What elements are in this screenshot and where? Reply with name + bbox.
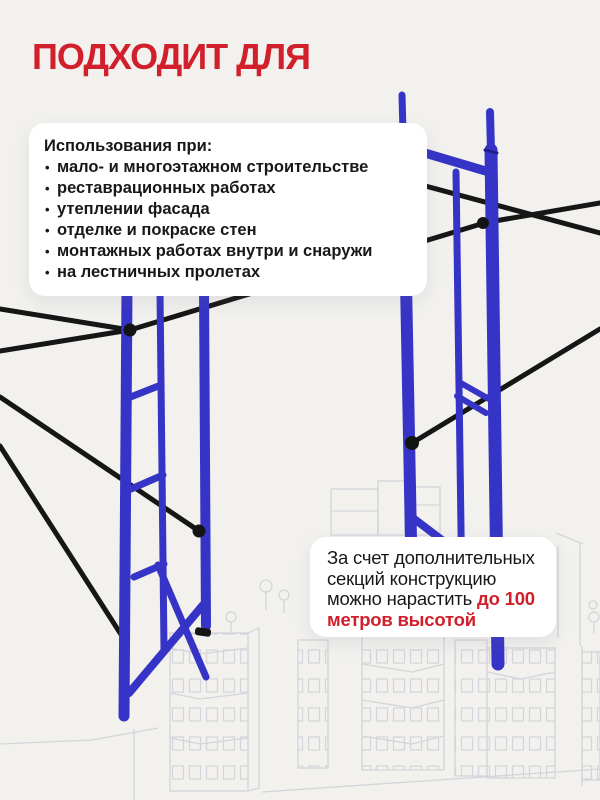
page-title: ПОДХОДИТ ДЛЯ bbox=[32, 36, 310, 77]
scaffold-left-frame bbox=[124, 288, 206, 716]
usage-list-item: • на лестничных пролетах bbox=[44, 262, 413, 283]
usage-list-item: • мало- и многоэтажном строительстве bbox=[44, 157, 413, 178]
note-text-highlight: до 100 метров высотой bbox=[327, 588, 535, 630]
note-text-regular: За счет дополнительных секций конструкцию можно нарастить bbox=[327, 547, 535, 609]
city-skyline bbox=[0, 481, 600, 800]
note-card bbox=[310, 537, 556, 637]
usage-list-item: • отделке и покраске стен bbox=[44, 220, 413, 241]
usage-list bbox=[44, 157, 413, 283]
usage-list-item: • утеплении фасада bbox=[44, 199, 413, 220]
usage-card-heading: Использования при: bbox=[44, 137, 213, 155]
usage-list-item: • реставрационных работах bbox=[44, 178, 413, 199]
usage-card bbox=[29, 123, 427, 296]
usage-list-item: • монтажных работах внутри и снаружи bbox=[44, 241, 413, 262]
note-text bbox=[327, 548, 541, 630]
